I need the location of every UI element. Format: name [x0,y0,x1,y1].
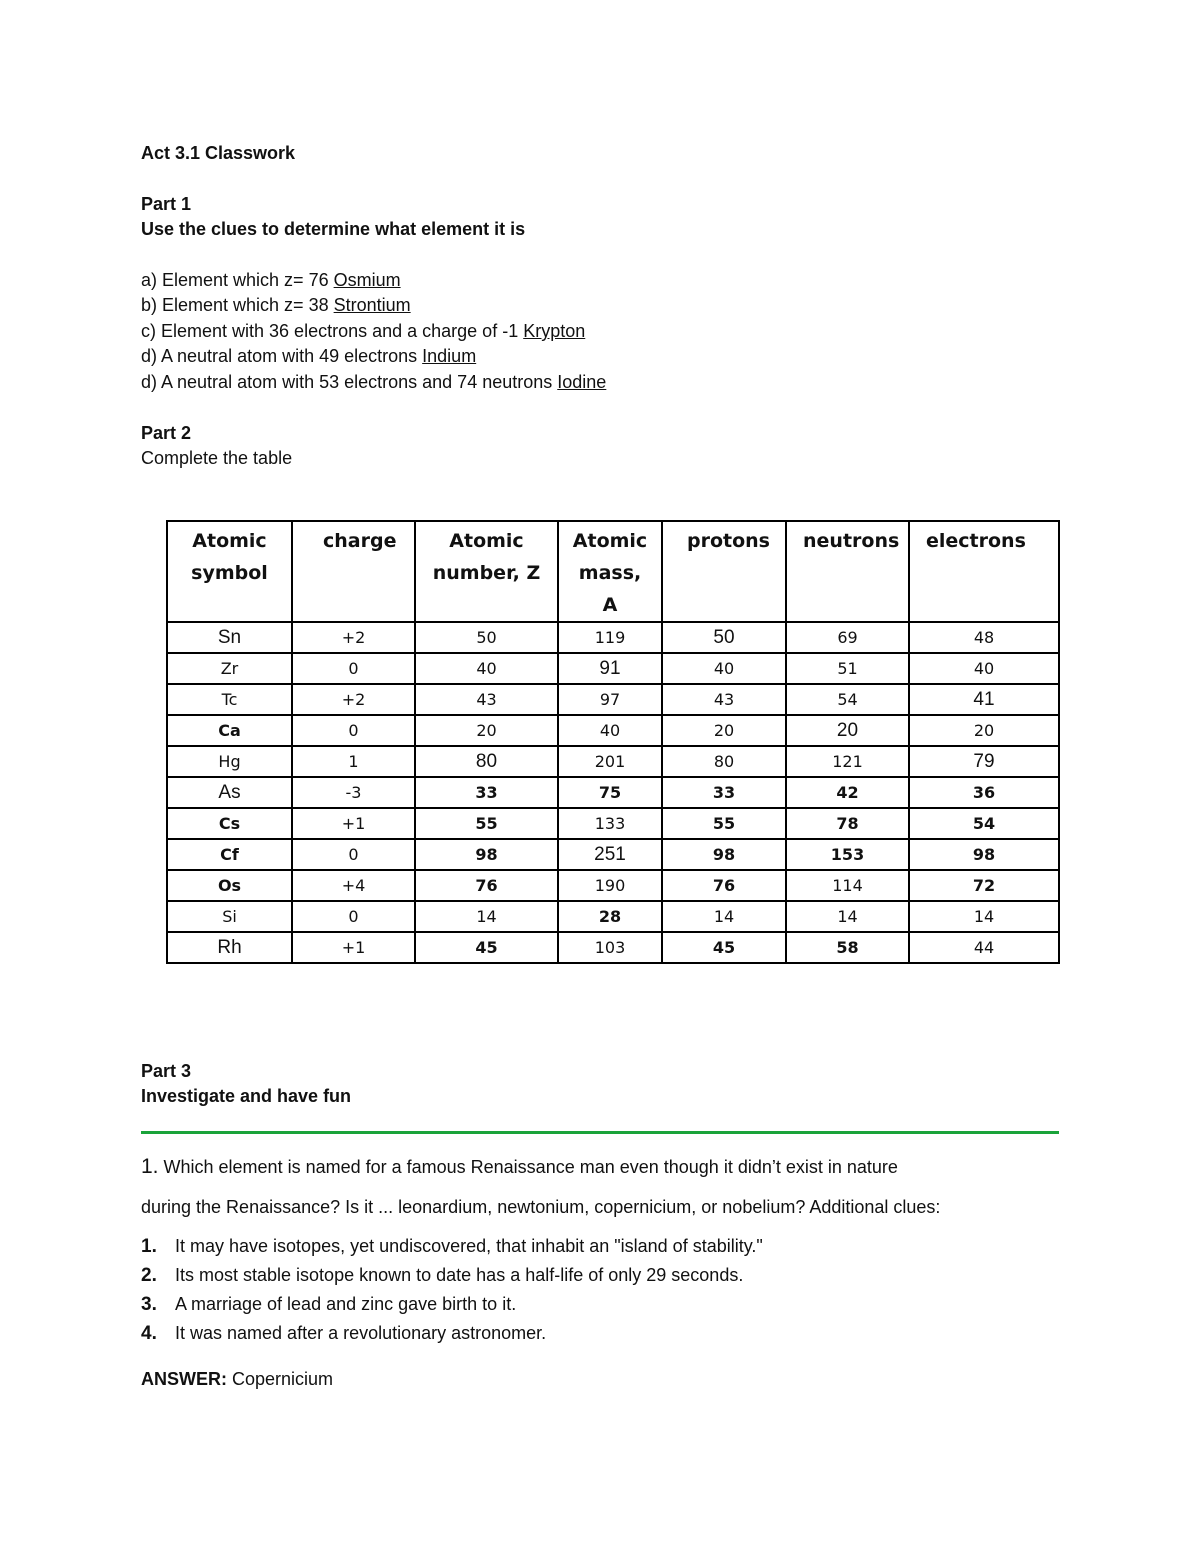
table-cell: +1 [292,808,415,839]
question-line-2: during the Renaissance? Is it ... leonardium, newtonium, copernicium, or nobelium? Additional clues: [141,1197,941,1217]
item-answer: Strontium [333,295,411,315]
header-electrons: electrons [909,521,1059,622]
table-cell: 33 [415,777,558,808]
part1-item-b [141,294,411,316]
table-cell: 48 [909,622,1059,653]
table-cell: 121 [786,746,909,777]
table-cell: 41 [909,684,1059,715]
table-cell: 36 [909,777,1059,808]
question-text: Which element is named for a famous Renaissance man even though it didn’t exist in nature [158,1157,898,1177]
table-cell: 55 [415,808,558,839]
table-row [167,870,1059,901]
part1-item-d [141,345,476,367]
table-row [167,622,1059,653]
table-cell: 1 [292,746,415,777]
table-cell: 20 [786,715,909,746]
table-cell: Tc [167,684,292,715]
table-cell: 0 [292,901,415,932]
table-cell: 97 [558,684,662,715]
table-cell: 14 [909,901,1059,932]
clue-text: It may have isotopes, yet undiscovered, that inhabit an "island of stability." [175,1236,763,1256]
header-atomic-mass: Atomic mass, A [558,521,662,622]
table-cell: 20 [909,715,1059,746]
item-prompt: d) A neutral atom with 49 electrons [141,346,423,366]
item-answer: Iodine [557,372,607,392]
table-cell: 75 [558,777,662,808]
part1-instruction: Use the clues to determine what element it is [141,219,526,239]
table-cell: 43 [415,684,558,715]
question-line-1 [141,1155,898,1179]
part3-heading: Part 3 [141,1061,192,1081]
table-cell: 76 [415,870,558,901]
table-cell: Zr [167,653,292,684]
table-cell: 91 [558,653,662,684]
table-cell: 0 [292,653,415,684]
table-cell: +2 [292,622,415,653]
table-cell: 14 [415,901,558,932]
table-cell: 80 [662,746,786,777]
table-cell: 78 [786,808,909,839]
table-cell: Os [167,870,292,901]
answer-line [141,1368,333,1390]
item-prompt: b) Element which z= 38 [141,295,334,315]
table-cell: 42 [786,777,909,808]
table-cell: 98 [415,839,558,870]
answer-label: ANSWER: [141,1369,227,1389]
header-atomic-number: Atomic number, Z [415,521,558,622]
part2-heading: Part 2 [141,423,192,443]
table-row [167,932,1059,963]
table-cell: 79 [909,746,1059,777]
table-cell: 98 [662,839,786,870]
table-cell: 43 [662,684,786,715]
table-header-row [167,521,1059,622]
table-cell: 14 [786,901,909,932]
table-cell: 0 [292,715,415,746]
table-cell: 40 [558,715,662,746]
table-cell: 80 [415,746,558,777]
header-atomic-symbol: Atomic symbol [167,521,292,622]
table-cell: Ca [167,715,292,746]
table-cell: 0 [292,839,415,870]
clue-item [141,1236,763,1258]
table-cell: 45 [662,932,786,963]
item-answer: Krypton [523,321,586,341]
table-cell: 153 [786,839,909,870]
part1-heading: Part 1 [141,194,192,214]
table-row [167,653,1059,684]
clue-text: It was named after a revolutionary astronomer. [175,1323,547,1343]
header-neutrons: neutrons [786,521,909,622]
table-cell: Si [167,901,292,932]
table-cell: +4 [292,870,415,901]
table-cell: 20 [415,715,558,746]
table-cell: Cf [167,839,292,870]
header-protons: protons [662,521,786,622]
clue-number: 2. [141,1265,157,1286]
part1-item-a [141,269,401,291]
header-charge: charge [292,521,415,622]
table-cell: 44 [909,932,1059,963]
table-cell: Hg [167,746,292,777]
table-cell: 72 [909,870,1059,901]
table-cell: 103 [558,932,662,963]
table-cell: +2 [292,684,415,715]
table-cell: As [167,777,292,808]
item-answer: Osmium [333,270,401,290]
clue-text: A marriage of lead and zinc gave birth to it. [175,1294,517,1314]
table-cell: 28 [558,901,662,932]
table-row [167,746,1059,777]
table-row [167,777,1059,808]
section-divider [141,1131,1059,1134]
item-prompt: d) A neutral atom with 53 electrons and 74 neutrons [141,372,558,392]
table-cell: 40 [415,653,558,684]
page-title: Act 3.1 Classwork [141,143,296,163]
table-cell: 45 [415,932,558,963]
item-prompt: a) Element which z= 76 [141,270,334,290]
part1-item-d2 [141,371,606,393]
table-cell: 50 [415,622,558,653]
table-cell: 114 [786,870,909,901]
clue-number: 1. [141,1236,157,1257]
table-row [167,839,1059,870]
part2-instruction: Complete the table [141,448,293,468]
clue-number: 4. [141,1323,157,1344]
clue-item [141,1323,546,1345]
table-cell: 58 [786,932,909,963]
table-cell: 54 [909,808,1059,839]
table-cell: 50 [662,622,786,653]
table-cell: 20 [662,715,786,746]
table-cell: -3 [292,777,415,808]
table-row [167,901,1059,932]
part3-instruction: Investigate and have fun [141,1086,352,1106]
table-cell: 40 [909,653,1059,684]
table-cell: Cs [167,808,292,839]
table-cell: 201 [558,746,662,777]
clue-number: 3. [141,1294,157,1315]
part1-item-c [141,320,585,342]
element-table [166,520,1060,964]
table-cell: 190 [558,870,662,901]
item-prompt: c) Element with 36 electrons and a charge of -1 [141,321,524,341]
table-row [167,715,1059,746]
table-cell: 76 [662,870,786,901]
table-cell: 40 [662,653,786,684]
table-cell: 98 [909,839,1059,870]
table-row [167,684,1059,715]
clue-text: Its most stable isotope known to date has a half-life of only 29 seconds. [175,1265,744,1285]
table-cell: Rh [167,932,292,963]
table-cell: 14 [662,901,786,932]
clue-item [141,1294,516,1316]
table-cell: 251 [558,839,662,870]
table-cell: 55 [662,808,786,839]
table-cell: 33 [662,777,786,808]
table-cell: 119 [558,622,662,653]
table-cell: +1 [292,932,415,963]
table-cell: 69 [786,622,909,653]
question-number: 1. [141,1155,159,1178]
table-cell: 133 [558,808,662,839]
table-row [167,808,1059,839]
table-cell: Sn [167,622,292,653]
table-cell: 54 [786,684,909,715]
table-cell: 51 [786,653,909,684]
clue-item [141,1265,743,1287]
answer-value: Copernicium [227,1369,334,1389]
item-answer: Indium [422,346,477,366]
